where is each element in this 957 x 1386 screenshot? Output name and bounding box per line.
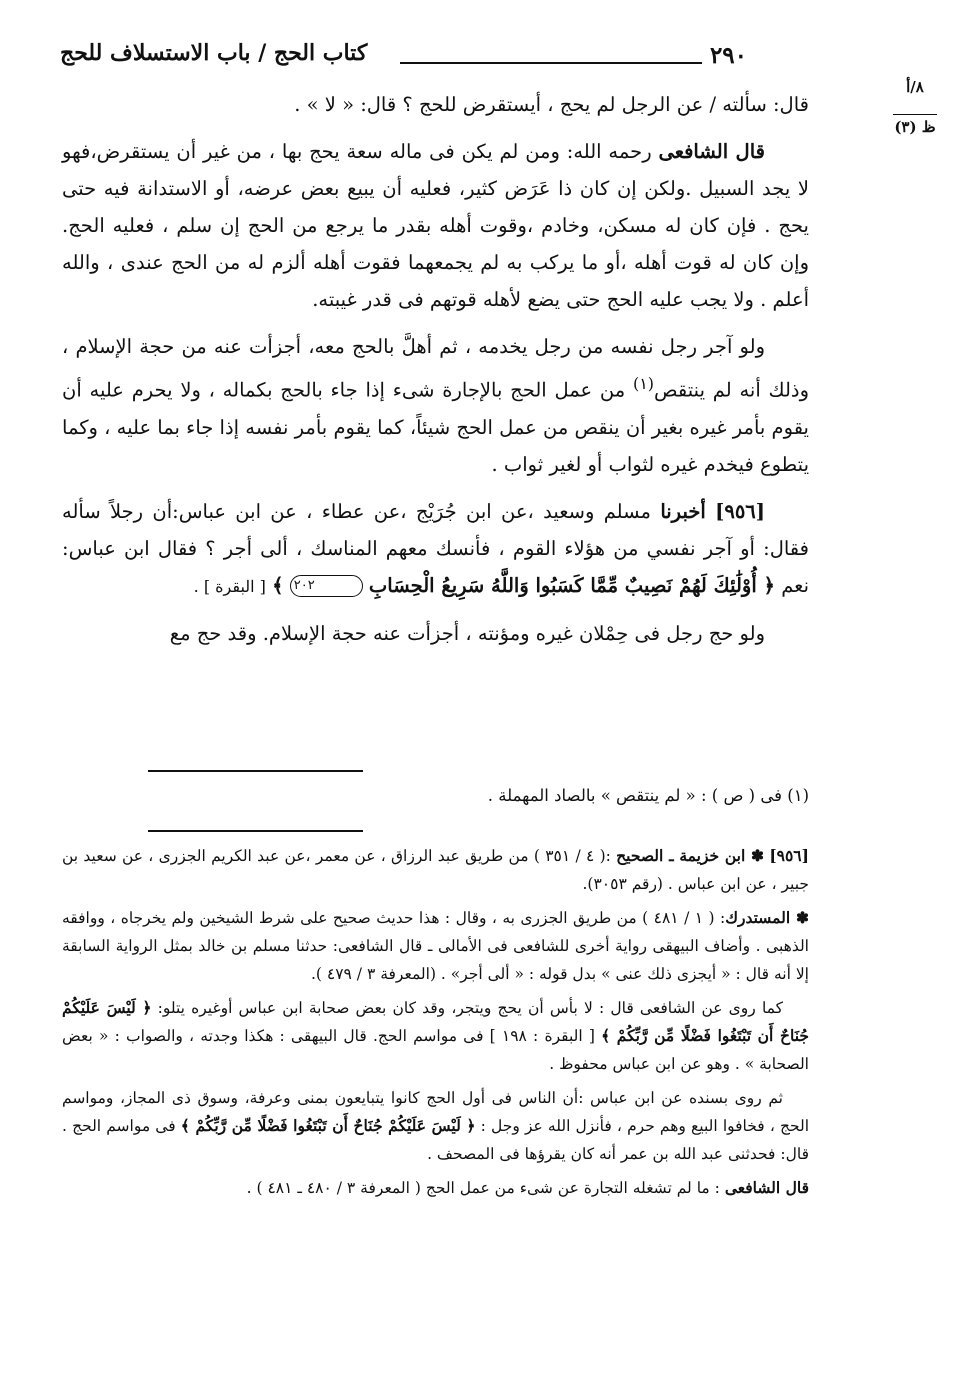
paragraph-text: من عمل الحج بالإجارة شىء إذا جاء بالحج بكماله ، ولا يحرم عليه أن يقوم بأمر غيره بغير أن ينقص من عمل الحج شيئاً، كما يقوم بأمر نفسه إذا جاء بما عليه ، وكما يتطوع فيخدم غيره لثواب أو لغير ثواب . xyxy=(62,378,809,476)
margin-folio-ref: ٨/أ xyxy=(906,78,924,96)
source-name: ✽ ابن خزيمة ـ الصحيح xyxy=(616,846,765,865)
paragraph-text: مسلم وسعيد ،عن ابن جُرَيْج ،عن عطاء ، عن ابن عباس:أن رجلاً سأله فقال: أو آجر نفسي من هؤلاء القوم ، فأنسك معهم المناسك ، ألى أجر ؟ فقال ابن عباس: نعم xyxy=(62,499,809,597)
running-title: كتاب الحج / باب الاستسلاف للحج xyxy=(60,40,368,66)
footnote xyxy=(62,782,809,810)
takhrij-text: [ البقرة : ١٩٨ ] فى مواسم الحج. قال البيهقى : هكذا وجدته ، والصواب : « بعض الصحابة » . وهو عن ابن عباس محفوظ . xyxy=(62,1027,809,1073)
paragraph xyxy=(62,133,809,318)
quran-verse: ﴿ لَيْسَ عَلَيْكُمْ جُنَاحٌ أَن تَبْتَغُوا فَضْلًا مِّن رَّبِّكُمْ ﴾ xyxy=(180,1116,476,1135)
paragraph xyxy=(62,328,809,483)
paragraph xyxy=(62,493,809,605)
narration-lead: أخبرنا xyxy=(660,499,706,523)
speaker-name: قال الشافعى xyxy=(658,140,765,163)
running-header xyxy=(60,40,897,80)
paragraph-text: رحمه الله: ومن لم يكن فى ماله سعة يحج بها ، من غير أن يستقرض،فهو لا يجد السبيل .ولكن إن كان ذا عَرَض كثير، فعليه أن يبيع بعض عرضه، أو الاستدانة فيه حتى يحج . فإن كان له مسكن، وخادم ،وقوت أهله بقدر ما يرجع من الحج إن سلم ، فعليه الحج. وإن كان له قوت أهله ،أو ما يركب به لم يجمعهما فقوت أهله ألزم له من الحج عندى ، والله أعلم . ولا يجب عليه الحج حتى يضع لأهله قوتهم فى قدر غيبته. xyxy=(62,140,809,311)
takhrij-entry xyxy=(62,994,809,1078)
paragraph-text: ولو حج رجل فى حِمْلان غيره ومؤنته ، أجزأت عنه حجة الإسلام. وقد حج مع xyxy=(169,621,765,645)
footnote-text: (١) فى ( ص ) : « لم ينتقص » بالصاد المهملة . xyxy=(487,786,809,805)
takhrij-notes xyxy=(62,842,809,1208)
takhrij-text: فى مواسم الحج . قال: فحدثنى عبد الله بن عمر أنه كان يقرؤها فى المصحف . xyxy=(62,1117,809,1163)
takhrij-text: :( ٤ / ٣٥١ ) من طريق عبد الرزاق ، عن معمر ،عن عبد الكريم الجزرى ، عن سعيد بن جبير ، عن ابن عباس . (رقم ٣٠٥٣). xyxy=(62,847,809,893)
takhrij-rule xyxy=(148,830,363,832)
takhrij-entry xyxy=(62,1084,809,1168)
quran-verse: ﴿ لَيْسَ عَلَيْكُمْ جُنَاحٌ أَن تَبْتَغُوا فَضْلًا مِّن رَّبِّكُمْ ﴾ xyxy=(62,998,809,1045)
speaker-name: قال الشافعى xyxy=(724,1178,809,1197)
takhrij-entry xyxy=(62,1174,809,1202)
takhrij-text: : ( ١ / ٤٨١ ) من طريق الجزرى به ، وقال : هذا حديث صحيح على شرط الشيخين ولم يخرجاه ، ووافقه الذهبى . وأضاف البيهقى رواية أخرى للشافعى فى الأمالى ـ قال الشافعى: حدثنا مسلم بن خالد بمثل الرواية السابقة إلا أنه قال : « أيجزى ذلك عنى » بدل قوله : « ألى أجر» . (المعرفة ٣ / ٤٧٩ ). xyxy=(62,909,809,983)
header-rule xyxy=(400,62,702,64)
sura-ref: [ البقرة ] . xyxy=(193,576,266,596)
takhrij-entry xyxy=(62,842,809,898)
paragraph-text: ولو آجر رجل نفسه من رجل يخدمه ، ثم أهلَّ بالحج معه، أجزأت عنه من حجة الإسلام ، وذلك أنه لم ينتقص xyxy=(62,335,809,402)
takhrij-text: كما روى عن الشافعى قال : لا بأس أن يحج ويتجر، وقد كان بعض صحابة ابن عباس أوغيره يتلو: xyxy=(157,999,784,1017)
paragraph xyxy=(62,615,809,652)
takhrij-entry xyxy=(62,904,809,988)
paragraph-text: قال: سألته / عن الرجل لم يحج ، أيستقرض للحج ؟ قال: « لا » . xyxy=(294,93,809,116)
takhrij-text: : ما لم تشغله التجارة عن شىء من عمل الحج ( المعرفة ٣ / ٤٨٠ ـ ٤٨١ ) . xyxy=(246,1179,725,1197)
source-name: ✽ المستدرك xyxy=(725,908,810,927)
main-text xyxy=(62,86,809,662)
hadith-number: [٩٥٦] xyxy=(715,499,766,523)
margin-manuscript-ref: ظ (٣) xyxy=(894,118,936,136)
takhrij-text: ثم روى بسنده عن ابن عباس :أن الناس فى أول الحج كانوا يتبايعون بمنى وعرفة، وسوق ذى المجاز، ومواسم الحج ، فخافوا البيع وهم حرم ، فأنزل الله عز وجل : xyxy=(62,1089,809,1135)
takhrij-number: [٩٥٦] xyxy=(769,846,809,865)
quran-close: ﴾ xyxy=(272,573,284,597)
margin-rule xyxy=(893,114,937,115)
page-number: ٢٩٠ xyxy=(709,42,747,69)
paragraph xyxy=(62,86,809,123)
ayah-number: ٢٠٢ xyxy=(290,575,363,597)
footnote-ref: (١) xyxy=(632,374,655,393)
footnote-rule xyxy=(148,770,363,772)
quran-verse: ﴿ أُوْلَٰئِكَ لَهُمْ نَصِيبٌ مِّمَّا كَسَبُوا وَاللَّهُ سَرِيعُ الْحِسَابِ xyxy=(368,573,775,597)
